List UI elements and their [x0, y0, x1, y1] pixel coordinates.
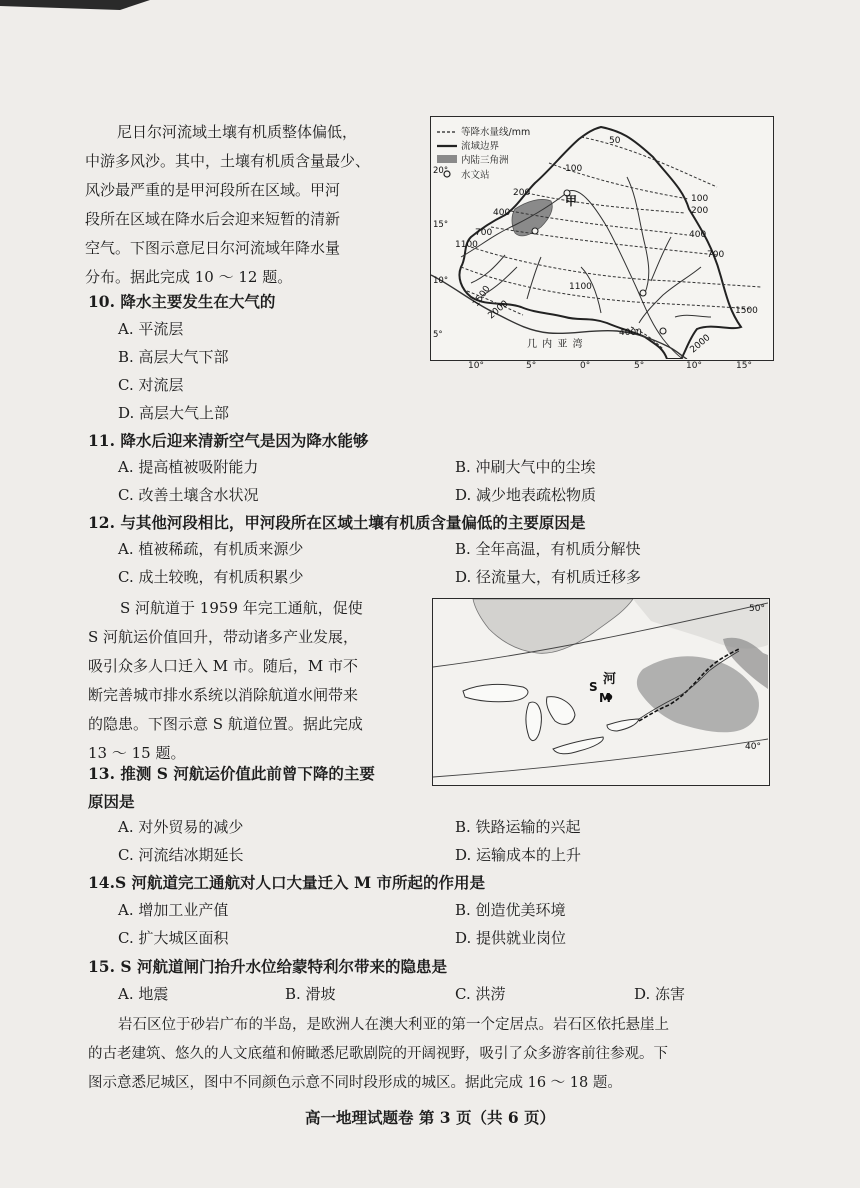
- question-14-stem: 14.S 河航道完工通航对人口大量迁入 M 市所起的作用是: [88, 873, 486, 892]
- isohyet-label-100-west: 100: [565, 164, 583, 174]
- seaway-location-map: [432, 598, 770, 786]
- question-15-option-a[interactable]: A. 地震: [118, 985, 169, 1003]
- hydrological-stations: [532, 190, 666, 334]
- seaway-map-svg: [433, 599, 768, 784]
- lat-label-50: 50°: [749, 604, 765, 614]
- isohyet-label-1500-west: 1500: [471, 284, 493, 309]
- question-15-option-d[interactable]: D. 冻害: [634, 985, 686, 1003]
- intro-line: 风沙最严重的是甲河段所在区域。甲河: [85, 181, 341, 199]
- intro-line: 段所在区域在降水后会迎来短暂的清新: [85, 210, 341, 228]
- lat-tick-20: 20°: [433, 166, 449, 176]
- question-15-option-c[interactable]: C. 洪涝: [455, 985, 506, 1003]
- intro-line: 的隐患。下图示意 S 航道位置。据此完成: [88, 715, 363, 733]
- s-river-letter: S: [589, 680, 598, 694]
- isohyet-label-1500-east: 1500: [735, 306, 758, 316]
- question-11-option-d[interactable]: D. 减少地表疏松物质: [455, 486, 597, 504]
- intro-line: 断完善城市排水系统以消除航道水闸带来: [88, 686, 359, 704]
- isohyet-label-400-east: 400: [689, 230, 707, 240]
- lon-tick-10e: 10°: [686, 361, 702, 371]
- isohyet-label-200-west: 200: [513, 188, 531, 198]
- latitude-ticks: [433, 166, 448, 340]
- isohyet-label-700-east: 700: [707, 250, 725, 260]
- isohyet-label-4000: 4000: [619, 328, 642, 338]
- intro-line: 吸引众多人口迁入 M 市。随后，M 市不: [88, 657, 359, 675]
- question-13-stem-line: 13. 推测 S 河航运价值此前曾下降的主要: [88, 764, 375, 783]
- question-15-option-b[interactable]: B. 滑坡: [285, 985, 336, 1003]
- question-10-stem: 10. 降水主要发生在大气的: [88, 292, 276, 311]
- isohyet-label-400-west: 400: [493, 208, 511, 218]
- river-char-label: 河: [603, 672, 617, 687]
- isohyet-label-100-east: 100: [691, 194, 709, 204]
- jia-reach-label: 甲: [565, 194, 578, 208]
- lon-tick-5e: 5°: [634, 361, 645, 371]
- question-12-option-b[interactable]: B. 全年高温，有机质分解快: [455, 540, 641, 558]
- isohyet-lines: [461, 137, 761, 349]
- intro-line: 分布。据此完成 10 ～ 12 题。: [85, 268, 293, 286]
- niger-map-svg: [431, 117, 772, 359]
- city-m-label: M: [599, 691, 611, 705]
- lon-tick-0: 0°: [580, 361, 591, 371]
- intro-line: 图示意悉尼城区，图中不同颜色示意不同时段形成的城区。据此完成 16 ～ 18 题。: [88, 1075, 622, 1091]
- question-13-option-d[interactable]: D. 运输成本的上升: [455, 846, 582, 864]
- legend-boundary-label: 流域边界: [461, 141, 500, 152]
- intro-line: 的古老建筑、悠久的人文底蕴和俯瞰悉尼歌剧院的开阔视野，吸引了众多游客前往参观。下: [88, 1046, 668, 1062]
- lon-tick-5w: 5°: [526, 361, 537, 371]
- question-11-stem: 11. 降水后迎来清新空气是因为降水能够: [88, 431, 369, 450]
- isohyet-label-700-west: 700: [475, 228, 493, 238]
- intro-line: S 河航道于 1959 年完工通航，促使: [120, 599, 363, 617]
- lat-tick-15: 15°: [433, 220, 449, 230]
- question-13-stem: [88, 760, 375, 816]
- question-12-option-d[interactable]: D. 径流量大，有机质迁移多: [455, 568, 642, 586]
- question-10-option-a[interactable]: A. 平流层: [118, 320, 184, 338]
- question-14-option-a[interactable]: A. 增加工业产值: [118, 901, 229, 919]
- intro-line: 13 ～ 15 题。: [88, 744, 186, 762]
- intro-line: 空气。下图示意尼日尔河流域年降水量: [85, 239, 341, 257]
- question-13-option-b[interactable]: B. 铁路运输的兴起: [455, 818, 581, 836]
- question-11-option-a[interactable]: A. 提高植被吸附能力: [118, 458, 259, 476]
- question-12-option-c[interactable]: C. 成土较晚，有机质积累少: [118, 568, 304, 586]
- question-14-option-c[interactable]: C. 扩大城区面积: [118, 929, 229, 947]
- question-10-option-b[interactable]: B. 高层大气下部: [118, 348, 229, 366]
- map-legend: [437, 126, 530, 181]
- niger-basin-precipitation-map: [430, 116, 774, 361]
- question-11-option-b[interactable]: B. 冲刷大气中的尘埃: [455, 458, 596, 476]
- intro-paragraph-sydney: [88, 1011, 788, 1098]
- question-14-option-d[interactable]: D. 提供就业岗位: [455, 929, 567, 947]
- isohyet-label-50: 50: [609, 136, 621, 146]
- isohyet-label-200-east: 200: [691, 206, 709, 216]
- question-11-option-c[interactable]: C. 改善土壤含水状况: [118, 486, 259, 504]
- intro-line: S 河航运价值回升，带动诸多产业发展，: [88, 628, 359, 646]
- legend-isohyet-label: 等降水量线/mm: [461, 127, 531, 138]
- intro-line: 尼日尔河流域土壤有机质整体偏低，: [117, 123, 358, 141]
- question-14-option-b[interactable]: B. 创造优美环境: [455, 901, 566, 919]
- lat-label-40: 40°: [745, 742, 761, 752]
- gulf-of-guinea-label: 几 内 亚 湾: [527, 339, 584, 350]
- question-12-option-a[interactable]: A. 植被稀疏，有机质来源少: [118, 540, 304, 558]
- intro-paragraph-seaway: [88, 594, 423, 768]
- longitude-ticks: [430, 361, 774, 375]
- isohyet-label-1100-west: 1100: [455, 240, 478, 250]
- question-13-option-a[interactable]: A. 对外贸易的减少: [118, 818, 244, 836]
- lon-tick-15e: 15°: [736, 361, 752, 371]
- isohyet-label-2000-west: 2000: [486, 298, 511, 322]
- intro-line: 中游多风沙。其中，土壤有机质含量最少、: [85, 152, 371, 170]
- page-footer: 高一地理试题卷 第 3 页（共 6 页）: [304, 1108, 556, 1127]
- lon-tick-10w: 10°: [468, 361, 484, 371]
- isohyet-label-2000-east: 2000: [688, 332, 713, 356]
- scan-corner-shadow: [0, 0, 150, 14]
- legend-station-label: 水文站: [461, 170, 490, 181]
- question-15-stem: 15. S 河航道闸门抬升水位给蒙特利尔带来的隐患是: [88, 957, 447, 976]
- intro-line: 岩石区位于砂岩广布的半岛，是欧洲人在澳大利亚的第一个定居点。岩石区依托悬崖上: [118, 1017, 669, 1033]
- legend-delta-label: 内陆三角洲: [461, 155, 509, 166]
- question-10-option-d[interactable]: D. 高层大气上部: [118, 404, 230, 422]
- question-13-option-c[interactable]: C. 河流结冰期延长: [118, 846, 244, 864]
- intro-paragraph-niger: [85, 118, 420, 292]
- lat-tick-10: 10°: [433, 276, 449, 286]
- lat-tick-5: 5°: [433, 330, 443, 340]
- isohyet-label-1100-south: 1100: [569, 282, 592, 292]
- question-12-stem: 12. 与其他河段相比，甲河段所在区域土壤有机质含量偏低的主要原因是: [88, 513, 586, 532]
- question-13-stem-line: 原因是: [88, 792, 135, 811]
- question-10-option-c[interactable]: C. 对流层: [118, 376, 184, 394]
